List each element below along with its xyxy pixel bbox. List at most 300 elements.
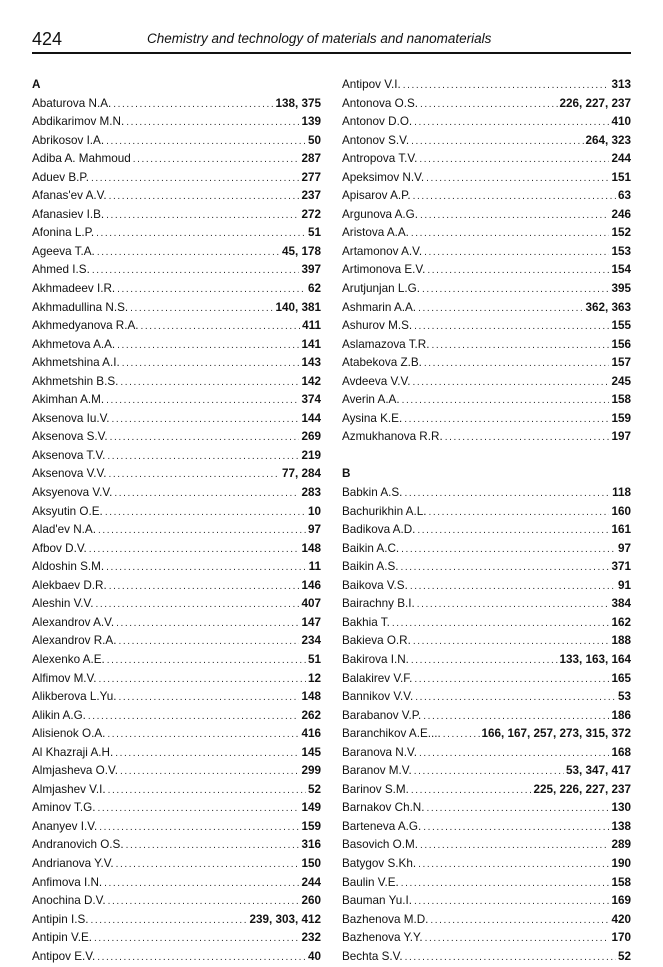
page-references: 150 [301, 856, 321, 870]
page-references: 146 [301, 578, 321, 592]
page-references: 149 [301, 801, 321, 815]
author-name: Barnakov Ch.N. [342, 801, 425, 815]
page-references: 160 [611, 504, 631, 518]
author-name: Balakirev V.F. [342, 671, 413, 685]
dot-leader [401, 559, 610, 578]
author-name: Anochina D.V. [32, 894, 106, 908]
author-name: Aksenova V.V. [32, 467, 107, 481]
dot-leader [392, 615, 610, 634]
author-name: Badikova A.D. [342, 523, 416, 537]
author-name: Antipin I.S. [32, 912, 89, 926]
page-references: 142 [301, 374, 321, 388]
dot-leader [114, 485, 299, 504]
page-references: 225, 226, 227, 237 [533, 782, 631, 796]
dot-leader [418, 856, 609, 875]
page-references: 138, 375 [275, 96, 321, 110]
index-entry [32, 670, 321, 689]
index-entry [342, 484, 631, 503]
author-name: Aristova A.A. [342, 226, 409, 240]
page-number: 424 [32, 29, 63, 49]
page-references: 244 [611, 152, 631, 166]
dot-leader [411, 225, 610, 244]
index-entry [32, 391, 321, 410]
page-references: 156 [611, 337, 631, 351]
index-entry [342, 391, 631, 410]
dot-leader [97, 800, 299, 819]
index-entry [342, 280, 631, 299]
dot-leader [417, 596, 610, 615]
page-references: 161 [611, 523, 631, 537]
author-name: Bauman Yu.I. [342, 894, 412, 908]
page-references: 371 [611, 560, 631, 574]
page-header [32, 28, 631, 50]
index-entry [342, 762, 631, 781]
index-entry [32, 336, 321, 355]
dot-leader [98, 522, 306, 541]
dot-leader [414, 671, 609, 690]
page-references: 316 [301, 838, 321, 852]
index-entry [342, 187, 631, 206]
dot-leader [97, 244, 280, 263]
dot-leader [413, 188, 616, 207]
author-name: Abdikarimov M.N. [32, 115, 125, 129]
author-name: Ageeva T.A. [32, 244, 95, 258]
author-name: Afanas'ev A.V. [32, 189, 107, 203]
author-name: Baranchikov A.E.... [342, 727, 441, 741]
page-references: 63 [617, 189, 631, 203]
page-references: 153 [611, 244, 631, 258]
page-references: 159 [301, 819, 321, 833]
author-name: Apeksimov N.V. [342, 170, 425, 184]
author-name: Apisarov A.P. [342, 189, 411, 203]
author-name: Alexandrov A.V. [32, 615, 115, 629]
author-name: Abrikosov I.A. [32, 133, 105, 147]
dot-leader [89, 541, 300, 560]
index-entry [32, 929, 321, 948]
dot-leader [414, 318, 609, 337]
author-name: Aminov T.G. [32, 801, 96, 815]
page-references: 244 [301, 875, 321, 889]
index-entry [342, 744, 631, 763]
index-entry [32, 540, 321, 559]
page-references: 313 [611, 78, 631, 91]
page-references: 190 [611, 856, 631, 870]
page-references: 384 [611, 597, 631, 611]
index-entry [32, 725, 321, 744]
author-name: Almjashev V.I. [32, 782, 106, 796]
dot-leader [141, 318, 301, 337]
dot-leader [122, 355, 300, 374]
page-references: 143 [301, 356, 321, 370]
index-entry [32, 614, 321, 633]
index-entry [342, 206, 631, 225]
index-entry [32, 280, 321, 299]
index-entry [32, 243, 321, 262]
author-name: Averin A.A. [342, 393, 400, 407]
dot-leader [96, 225, 306, 244]
dot-leader [115, 745, 299, 764]
page-references: 289 [611, 838, 631, 852]
page-references: 239, 303, 412 [249, 912, 321, 926]
index-entry [342, 707, 631, 726]
author-name: Artimonova E.V. [342, 263, 426, 277]
dot-leader [445, 429, 610, 448]
index-entry [342, 169, 631, 188]
author-name: Afonina L.P. [32, 226, 95, 240]
author-name: Alisienok O.A. [32, 727, 106, 741]
page-references: 53, 347, 417 [566, 764, 631, 778]
dot-leader [411, 782, 532, 801]
author-name: Bakieva O.R. [342, 634, 411, 648]
dot-leader [108, 893, 300, 912]
author-name: Aleshin V.V. [32, 597, 94, 611]
page-references: 170 [611, 931, 631, 945]
page-references: 158 [611, 875, 631, 889]
dot-leader [133, 151, 300, 170]
index-entry [342, 132, 631, 151]
author-name: Aysina K.E. [342, 411, 403, 425]
index-entry [32, 354, 321, 373]
dot-leader [116, 856, 300, 875]
running-title: Chemistry and technology of materials and nanomaterials [147, 31, 492, 46]
dot-leader [106, 133, 306, 152]
page-references: 145 [301, 745, 321, 759]
index-entry [342, 503, 631, 522]
index-entry [342, 224, 631, 243]
author-name: Bazhenova M.D. [342, 912, 429, 926]
index-entry [342, 317, 631, 336]
author-name: Bechta S.V. [342, 949, 403, 963]
index-entry [32, 855, 321, 874]
page-references: 77, 284 [282, 467, 321, 481]
dot-leader [105, 504, 306, 523]
index-entry [32, 874, 321, 893]
page-references: 162 [611, 615, 631, 629]
author-name: Antonov S.V. [342, 133, 410, 147]
page-references: 283 [301, 486, 321, 500]
dot-leader [91, 170, 300, 189]
page-references: 118 [612, 486, 631, 500]
index-entry [342, 521, 631, 540]
page-references: 10 [307, 504, 321, 518]
page-references: 130 [611, 801, 631, 815]
index-entry [32, 651, 321, 670]
page-references: 264, 323 [585, 133, 631, 147]
index-entry [342, 725, 631, 744]
header-rule [32, 52, 631, 54]
dot-leader [414, 763, 564, 782]
dot-leader [402, 392, 610, 411]
dot-leader [88, 708, 300, 727]
index-entry [342, 261, 631, 280]
dot-leader [126, 837, 300, 856]
dot-leader [116, 615, 299, 634]
index-entry [32, 632, 321, 651]
dot-leader [126, 114, 299, 133]
page-references: 12 [307, 671, 321, 685]
index-entry [32, 577, 321, 596]
dot-leader [414, 893, 610, 912]
page-references: 395 [611, 282, 631, 296]
author-name: Alad'ev N.A. [32, 523, 96, 537]
author-name: Abaturova N.A. [32, 96, 112, 110]
page-references: 151 [611, 170, 631, 184]
author-name: Arutjunjan L.G. [342, 282, 420, 296]
dot-leader [106, 559, 307, 578]
author-name: Bairachny B.I. [342, 597, 415, 611]
page-references: 168 [611, 745, 631, 759]
index-entry [32, 95, 321, 114]
page-references: 141 [301, 337, 321, 351]
page-references: 269 [301, 430, 321, 444]
author-name: Baulin V.E. [342, 875, 399, 889]
page-references: 188 [611, 634, 631, 648]
index-entry [32, 169, 321, 188]
author-name: Ahmed I.S. [32, 263, 90, 277]
index-entry [342, 948, 631, 967]
page-references: 260 [301, 894, 321, 908]
page-references: 397 [301, 263, 321, 277]
author-name: Alexenko A.E. [32, 652, 105, 666]
dot-leader [431, 337, 609, 356]
page-references: 410 [611, 115, 631, 129]
page-references: 287 [301, 152, 321, 166]
dot-leader [401, 541, 616, 560]
dot-leader [403, 77, 610, 96]
author-name: Baikin A.C. [342, 541, 400, 555]
index-entry [342, 929, 631, 948]
index-entry [32, 410, 321, 429]
author-name: Aldoshin S.M. [32, 560, 105, 574]
section-letter: B [342, 467, 351, 481]
dot-leader [404, 411, 609, 430]
page-references: 186 [611, 708, 631, 722]
dot-leader [120, 374, 299, 393]
index-entry [32, 595, 321, 614]
page-references: 262 [301, 708, 321, 722]
author-name: Anfimova I.N. [32, 875, 103, 889]
page-references: 40 [307, 949, 321, 963]
author-name: Akhmedyanova R.A. [32, 319, 139, 333]
page-references: 232 [301, 931, 321, 945]
dot-leader [112, 411, 300, 430]
dot-leader [106, 392, 299, 411]
dot-leader [420, 96, 557, 115]
dot-leader [420, 207, 609, 226]
index-entry [32, 558, 321, 577]
dot-leader [130, 300, 273, 319]
index-entry [342, 874, 631, 893]
author-name: Adiba A. Mahmoud [32, 152, 131, 166]
page-references: 45, 178 [282, 244, 321, 258]
author-name: Baranova N.V. [342, 745, 417, 759]
page-references: 407 [301, 597, 321, 611]
page-references: 219 [301, 448, 321, 462]
index-entry [342, 632, 631, 651]
dot-leader [94, 930, 299, 949]
page-references: 152 [611, 226, 631, 240]
author-name: Afanasiev I.B. [32, 207, 105, 221]
index-entry [32, 299, 321, 318]
dot-leader [405, 949, 616, 967]
index-entry [32, 428, 321, 447]
author-name: Almjasheva O.V. [32, 764, 118, 778]
page-references: 299 [301, 764, 321, 778]
author-name: Al Khazraji A.H. [32, 745, 114, 759]
dot-leader [415, 689, 616, 708]
index-entry [32, 781, 321, 800]
index-entry [32, 484, 321, 503]
dot-leader [410, 578, 616, 597]
author-name: Alikberova L.Yu. [32, 690, 117, 704]
index-entry [32, 911, 321, 930]
page-references: 91 [617, 578, 631, 592]
page-references: 197 [611, 430, 631, 444]
dot-leader [424, 244, 609, 263]
index-entry [342, 688, 631, 707]
dot-leader [430, 912, 609, 931]
dot-leader [109, 188, 300, 207]
dot-leader [419, 745, 610, 764]
index-entry [342, 540, 631, 559]
dot-leader [109, 578, 300, 597]
page-references: 420 [611, 912, 631, 926]
page-references: 97 [617, 541, 631, 555]
dot-leader [423, 708, 609, 727]
author-name: Afbov D.V. [32, 541, 87, 555]
author-name: Akhmadullina N.S. [32, 300, 129, 314]
author-name: Aduev B.P. [32, 170, 89, 184]
index-column-right [342, 76, 631, 966]
dot-leader [427, 262, 609, 281]
author-name: Antipov E.V. [32, 949, 96, 963]
page-references: 133, 163, 164 [559, 652, 631, 666]
index-entry [32, 373, 321, 392]
index-entry [342, 670, 631, 689]
author-name: Andrianova Y.V. [32, 856, 114, 870]
author-name: Bakirova I.N. [342, 652, 409, 666]
page-references: 52 [617, 949, 631, 963]
dot-leader [97, 949, 306, 967]
index-entry [32, 836, 321, 855]
index-entry [342, 799, 631, 818]
index-entry [32, 503, 321, 522]
index-entry [32, 892, 321, 911]
author-name: Antropova T.V. [342, 152, 418, 166]
author-name: Aksenova Iu.V. [32, 411, 110, 425]
dot-leader [411, 133, 583, 152]
index-entry [342, 373, 631, 392]
author-name: Bannikov V.V. [342, 690, 414, 704]
index-entry [342, 818, 631, 837]
index-entry [342, 299, 631, 318]
index-entry [32, 261, 321, 280]
dot-leader [420, 837, 609, 856]
author-name: Alfimov M.V. [32, 671, 97, 685]
dot-leader [108, 782, 306, 801]
index-entry [32, 688, 321, 707]
index-entry [32, 948, 321, 967]
author-name: Baikova V.S. [342, 578, 408, 592]
dot-leader [411, 652, 558, 671]
author-name: Baranov M.V. [342, 764, 412, 778]
index-entry [32, 317, 321, 336]
author-name: Barabanov V.P. [342, 708, 422, 722]
page-references: 11 [308, 560, 321, 574]
dot-leader [99, 819, 299, 838]
index-entry [342, 354, 631, 373]
author-name: Babkin A.S. [342, 486, 403, 500]
index-entry [32, 447, 321, 466]
index-entry [342, 595, 631, 614]
dot-leader [106, 207, 299, 226]
index-entry [342, 95, 631, 114]
index-column-left [32, 76, 321, 966]
index-entry [32, 521, 321, 540]
index-entry [32, 113, 321, 132]
index-entry [32, 799, 321, 818]
page-references: 234 [301, 634, 321, 648]
author-name: Alexandrov R.A. [32, 634, 117, 648]
dot-leader [422, 281, 610, 300]
index-entry [32, 744, 321, 763]
author-name: Ananyev I.V. [32, 819, 98, 833]
dot-leader [104, 875, 299, 894]
page-references: 148 [301, 690, 321, 704]
page-references: 62 [307, 282, 321, 296]
author-name: Andranovich O.S. [32, 838, 124, 852]
page-references: 374 [301, 393, 321, 407]
dot-leader [428, 504, 609, 523]
page-references: 140, 381 [275, 300, 321, 314]
page-references: 362, 363 [585, 300, 631, 314]
dot-leader [404, 485, 610, 504]
author-name: Ashmarin A.A. [342, 300, 417, 314]
page-references: 97 [307, 523, 321, 537]
page-references: 411 [302, 319, 321, 333]
page-references: 165 [611, 671, 631, 685]
author-name: Aslamazova T.R. [342, 337, 430, 351]
index-entry [342, 113, 631, 132]
author-name: Alikin A.G. [32, 708, 86, 722]
page-references: 237 [301, 189, 321, 203]
dot-leader [414, 114, 609, 133]
dot-leader [418, 300, 583, 319]
index-entry [342, 76, 631, 95]
page-references: 148 [301, 541, 321, 555]
page-references: 272 [301, 207, 321, 221]
index-entry [342, 614, 631, 633]
index-entry [32, 206, 321, 225]
page-references: 138 [611, 819, 631, 833]
author-name: Antonova O.S. [342, 96, 419, 110]
author-name: Azmukhanova R.R. [342, 430, 443, 444]
dot-leader [419, 151, 609, 170]
page-references: 144 [301, 411, 321, 425]
author-name: Aksyenova V.V. [32, 486, 113, 500]
dot-leader [107, 448, 299, 467]
page-references: 245 [611, 374, 631, 388]
author-name: Ashurov M.S. [342, 319, 413, 333]
dot-leader [109, 466, 280, 485]
index-entry [342, 243, 631, 262]
dot-leader [96, 596, 300, 615]
author-name: Atabekova Z.B. [342, 356, 422, 370]
page-references: 50 [307, 133, 321, 147]
page-references: 277 [301, 170, 321, 184]
dot-leader [113, 96, 273, 115]
author-name: Aksyutin O.E. [32, 504, 103, 518]
